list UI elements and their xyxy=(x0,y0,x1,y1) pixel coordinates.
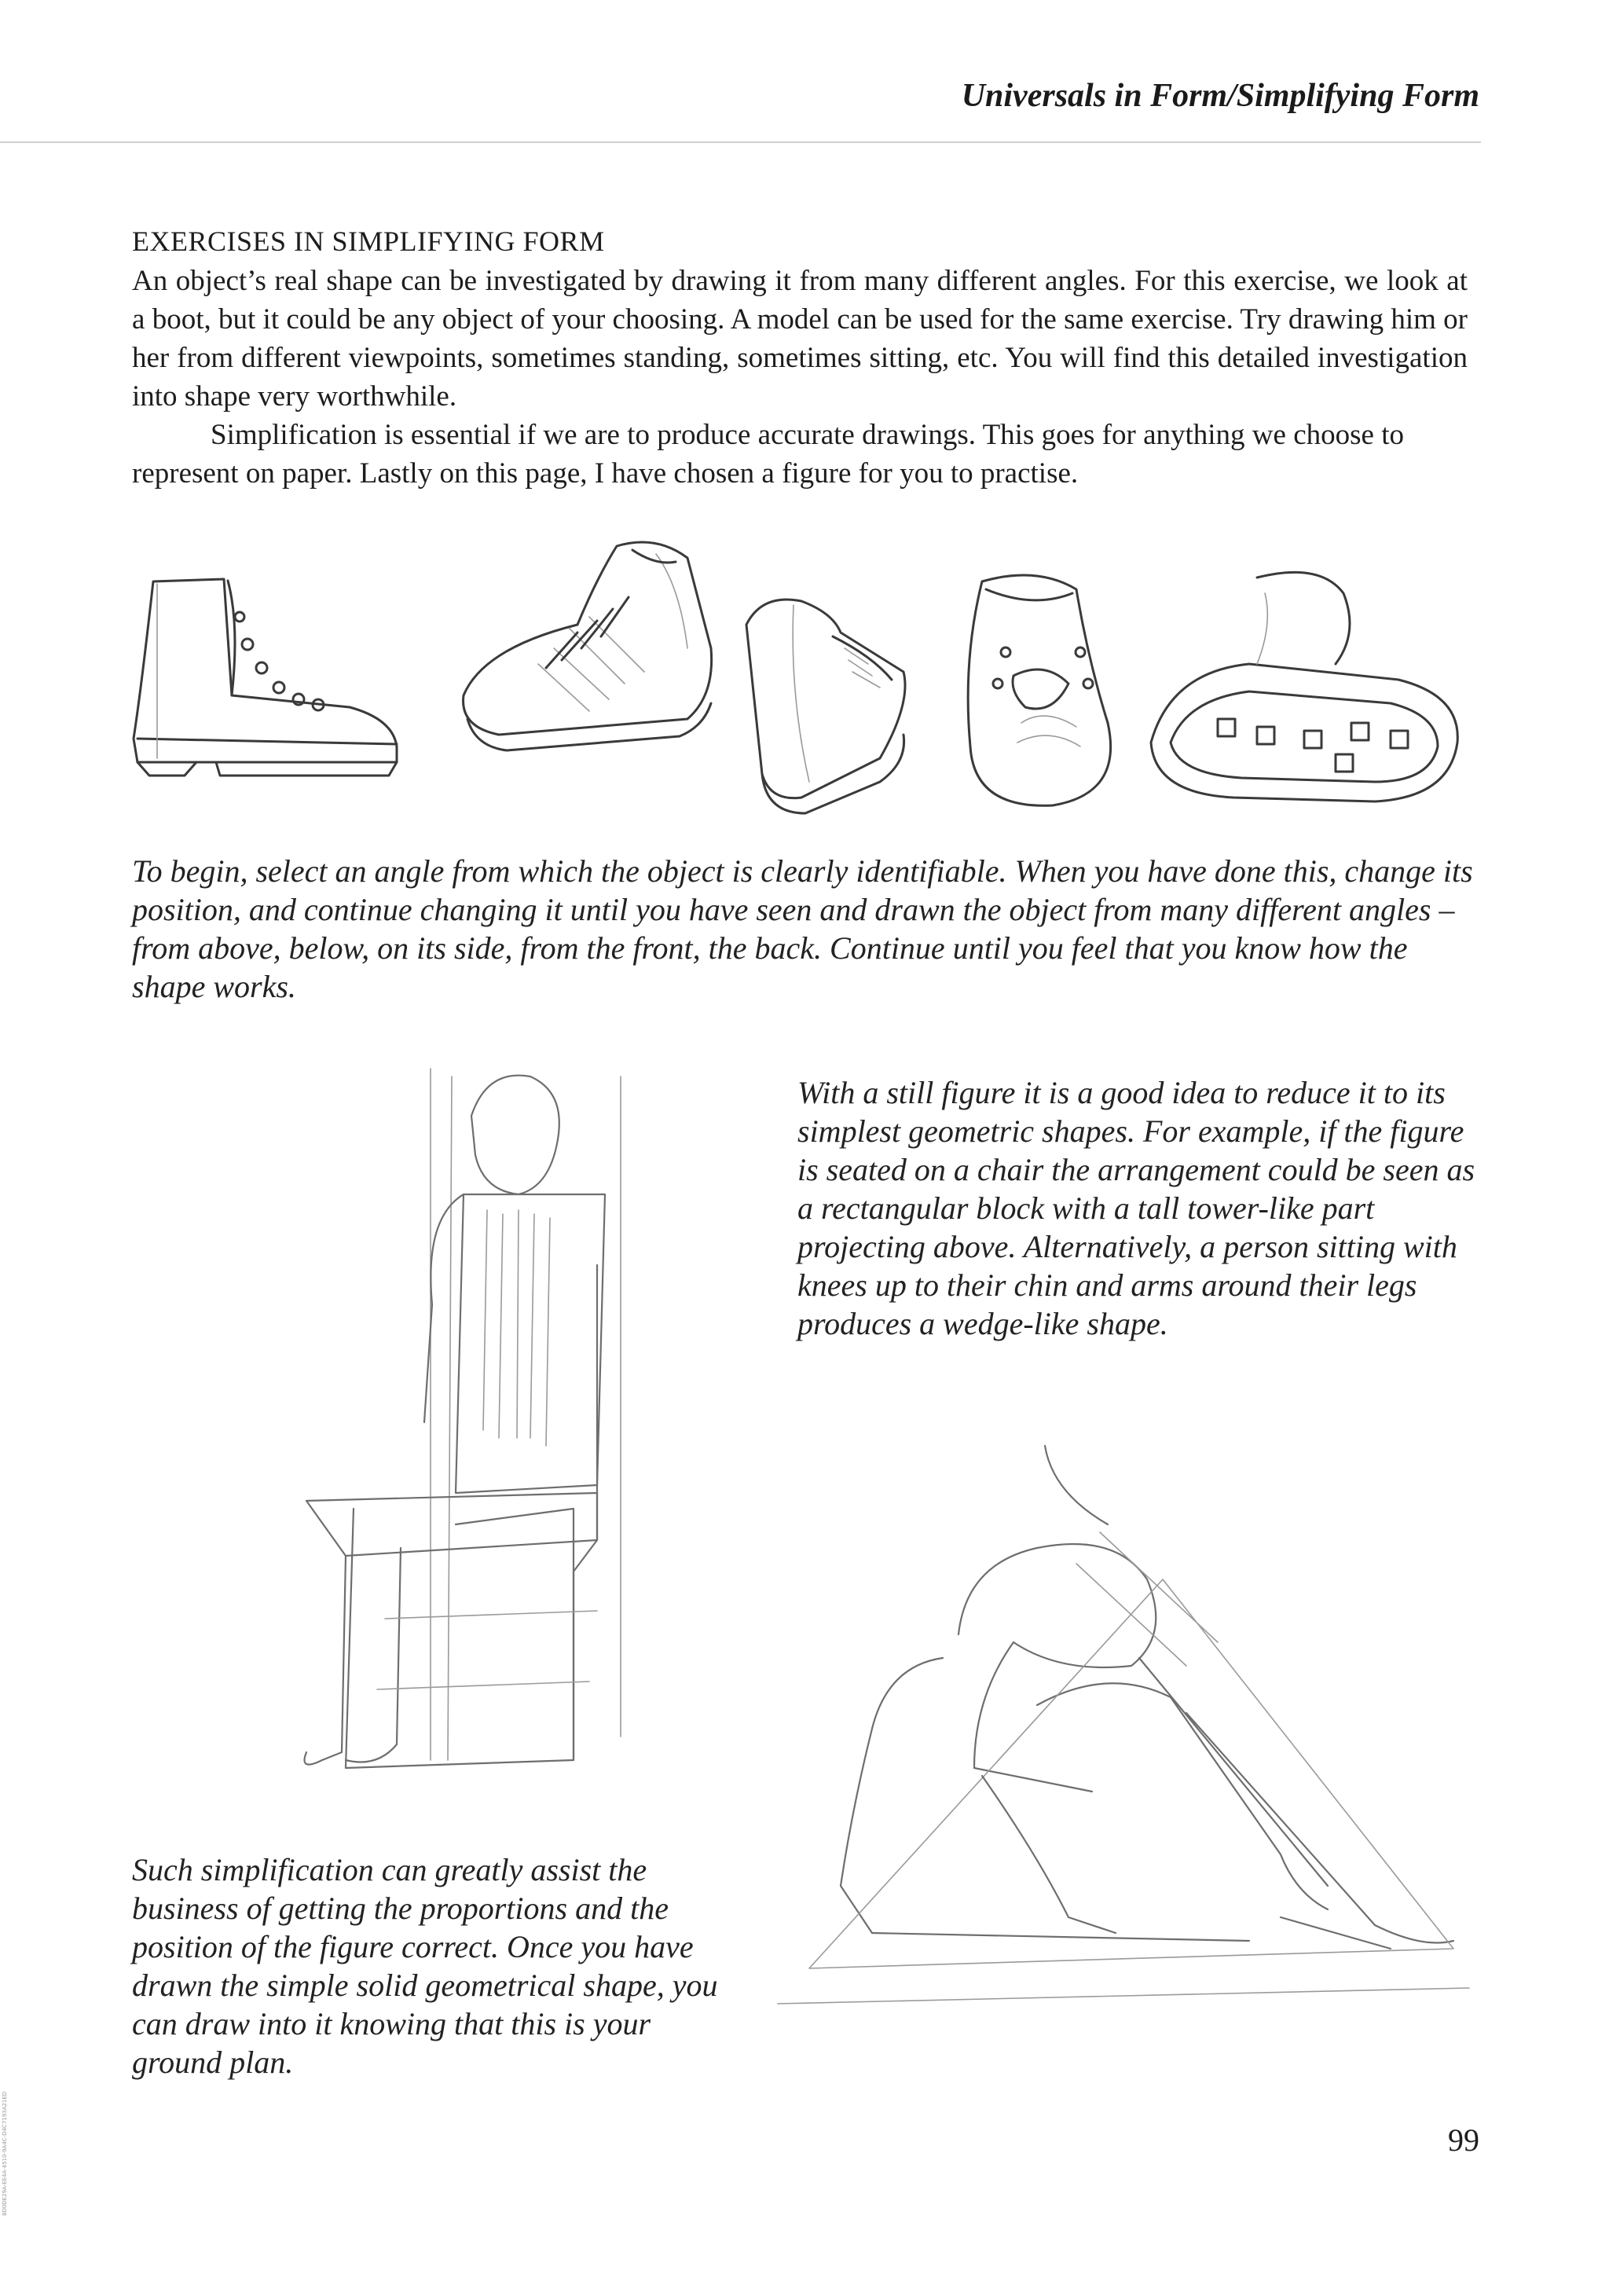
still-figure-caption: With a still figure it is a good idea to reduce it to its simplest geometric shapes. For example, if the figure is seated on a chair the arrangement could be seen as a rectangular block with a tall tower-like part projecting above. Alternatively, a person sitting with knees up to their chin and arms around their legs produces a wedge-like shape. xyxy=(797,1075,1475,1341)
side-code: 8D0DE29A-EE4A-4510-9A4C-D4C7193A21ED xyxy=(2,2091,8,2216)
seated-figure-chair-sketch xyxy=(228,1069,668,1776)
boot-side-view xyxy=(122,570,420,778)
seated-figure-wedge-sketch xyxy=(778,1446,1485,2012)
page-number: 99 xyxy=(1448,2122,1479,2158)
section-heading: EXERCISES IN SIMPLIFYING FORM xyxy=(132,226,605,257)
intro-paragraph-2: Simplification is essential if we are to produce accurate drawings. This goes for anything we choose to represent on paper. Lastly on this page, I have chosen a figure for you to practise. xyxy=(132,419,1404,490)
simplification-caption: Such simplification can greatly assist the business of getting the proportions and the position of the figure correct. Once you have drawn the simple solid geometrical shape, you can draw into it knowing that this is your ground plan. xyxy=(132,1852,718,2080)
boot-top-view xyxy=(951,566,1131,817)
intro-text xyxy=(132,262,1468,493)
boots-caption: To begin, select an angle from which the object is clearly identifiable. When you have done this, change its position, and continue changing it until you have seen and drawn the object from many different angles – from above, below, on its side, from the front, the back. Continue until you feel that you know how the shape works. xyxy=(132,853,1473,1004)
header-rule xyxy=(0,141,1481,143)
boot-back-view xyxy=(715,578,919,821)
intro-paragraph-1: An object’s real shape can be investigated by drawing it from many different angles. For this exercise, we look at a boot, but it could be any object of your choosing. A model can be used for the same exercise. Try drawing him or her from different viewpoints, sometimes standing, sometimes sitting, etc. You will find this detailed investigation into shape very worthwhile. xyxy=(132,265,1468,413)
running-title: Universals in Form/Simplifying Form xyxy=(961,78,1479,114)
boot-sole-view xyxy=(1139,562,1469,813)
boot-three-quarter-view xyxy=(452,530,719,766)
